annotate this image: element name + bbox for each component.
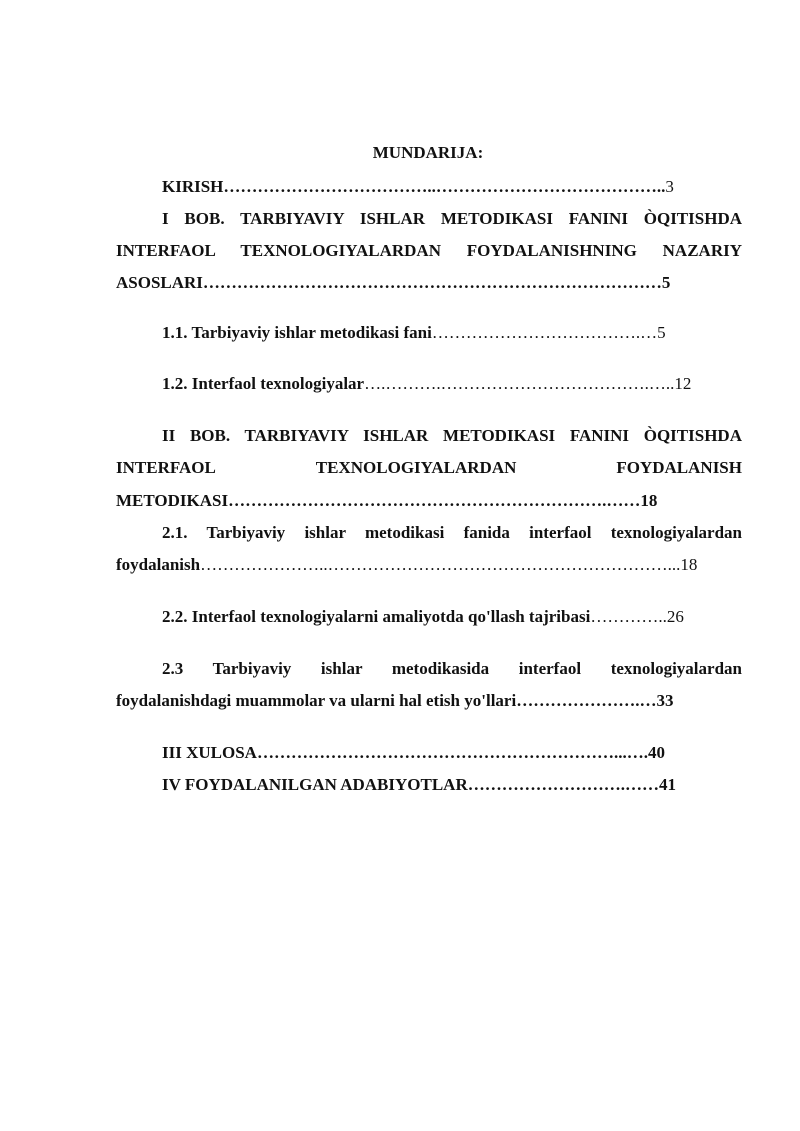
- toc-chapter2-line1: II BOB. TARBIYAVIY ISHLAR METODIKASI FANINI ÒQITISHDA: [162, 426, 742, 445]
- toc-entry-1-1: [162, 322, 666, 344]
- toc-entry-label: IV FOYDALANILGAN ADABIYOTLAR: [162, 775, 468, 794]
- toc-entry-page: 41: [658, 775, 676, 794]
- toc-entry-label: 2.2. Interfaol texnologiyalarni amaliyotda qo'llash tajribasi: [162, 607, 591, 626]
- toc-entry-page: 40: [647, 743, 665, 762]
- toc-word: FOYDALANISH: [616, 458, 742, 477]
- toc-entry-page: 26: [666, 607, 684, 626]
- toc-entry-page: 5: [661, 273, 671, 292]
- toc-word: INTERFAOL: [116, 458, 216, 477]
- toc-entry-2-1-line1: 2.1. Tarbiyaviy ishlar metodikasi fanida interfaol texnologiyalardan: [162, 523, 742, 542]
- toc-entry-label: foydalanishdagi muammolar va ularni hal etish yo'llari: [116, 691, 517, 710]
- toc-entry-dots: ……………………….……: [467, 775, 659, 794]
- toc-entry-dots: ……………………………….…: [431, 323, 658, 342]
- toc-chapter1-line1: I BOB. TARBIYAVIY ISHLAR METODIKASI FANINI ÒQITISHDA: [162, 209, 742, 228]
- toc-entry-adabiyotlar: [162, 774, 676, 796]
- toc-chapter2-line2: [116, 457, 742, 479]
- toc-entry-label: KIRISH: [162, 177, 224, 196]
- toc-word: TEXNOLOGIYALARDAN: [315, 458, 517, 477]
- toc-chapter2-line3: [116, 490, 657, 512]
- toc-entry-kirish: [162, 176, 674, 198]
- toc-entry-label: 1.1. Tarbiyaviy ishlar metodikasi fani: [162, 323, 432, 342]
- toc-entry-page: 12: [674, 374, 692, 393]
- toc-entry-xulosa: [162, 742, 665, 764]
- toc-entry-dots: ………………………………………………………………………: [202, 273, 662, 292]
- toc-entry-page: 5: [657, 323, 666, 342]
- toc-entry-dots: ………………………………..…………………………………..: [223, 177, 666, 196]
- toc-entry-label: ASOSLARI: [116, 273, 203, 292]
- toc-entry-dots: …………………..……………………………………………………...: [200, 555, 681, 574]
- toc-entry-page: 3: [665, 177, 674, 196]
- toc-entry-page: 33: [656, 691, 674, 710]
- toc-entry-2-2: [162, 606, 684, 628]
- toc-entry-dots: ….……….……………………………….…..: [364, 374, 675, 393]
- toc-entry-dots: ………………………………………………………...….: [256, 743, 648, 762]
- toc-entry-label: 1.2. Interfaol texnologiyalar: [162, 374, 365, 393]
- toc-entry-page: 18: [680, 555, 698, 574]
- toc-entry-2-3-line2: [116, 690, 673, 712]
- toc-entry-label: III XULOSA: [162, 743, 257, 762]
- toc-title: MUNDARIJA:: [372, 143, 484, 162]
- toc-entry-dots: …………..: [590, 607, 667, 626]
- toc-entry-2-3-line1: 2.3 Tarbiyaviy ishlar metodikasida interfaol texnologiyalardan: [162, 659, 742, 678]
- toc-entry-dots: ………………………………………………………….……: [228, 491, 641, 510]
- toc-entry-2-1-line2: [116, 554, 697, 576]
- toc-entry-dots: ………………….…: [516, 691, 657, 710]
- toc-entry-page: 18: [640, 491, 658, 510]
- toc-entry-label: METODIKASI: [116, 491, 229, 510]
- toc-chapter1-line2: INTERFAOL TEXNOLOGIYALARDAN FOYDALANISHNING NAZARIY: [116, 241, 742, 260]
- toc-entry-label: foydalanish: [116, 555, 201, 574]
- toc-entry-1-2: [162, 373, 691, 395]
- toc-chapter1-line3: [116, 272, 670, 294]
